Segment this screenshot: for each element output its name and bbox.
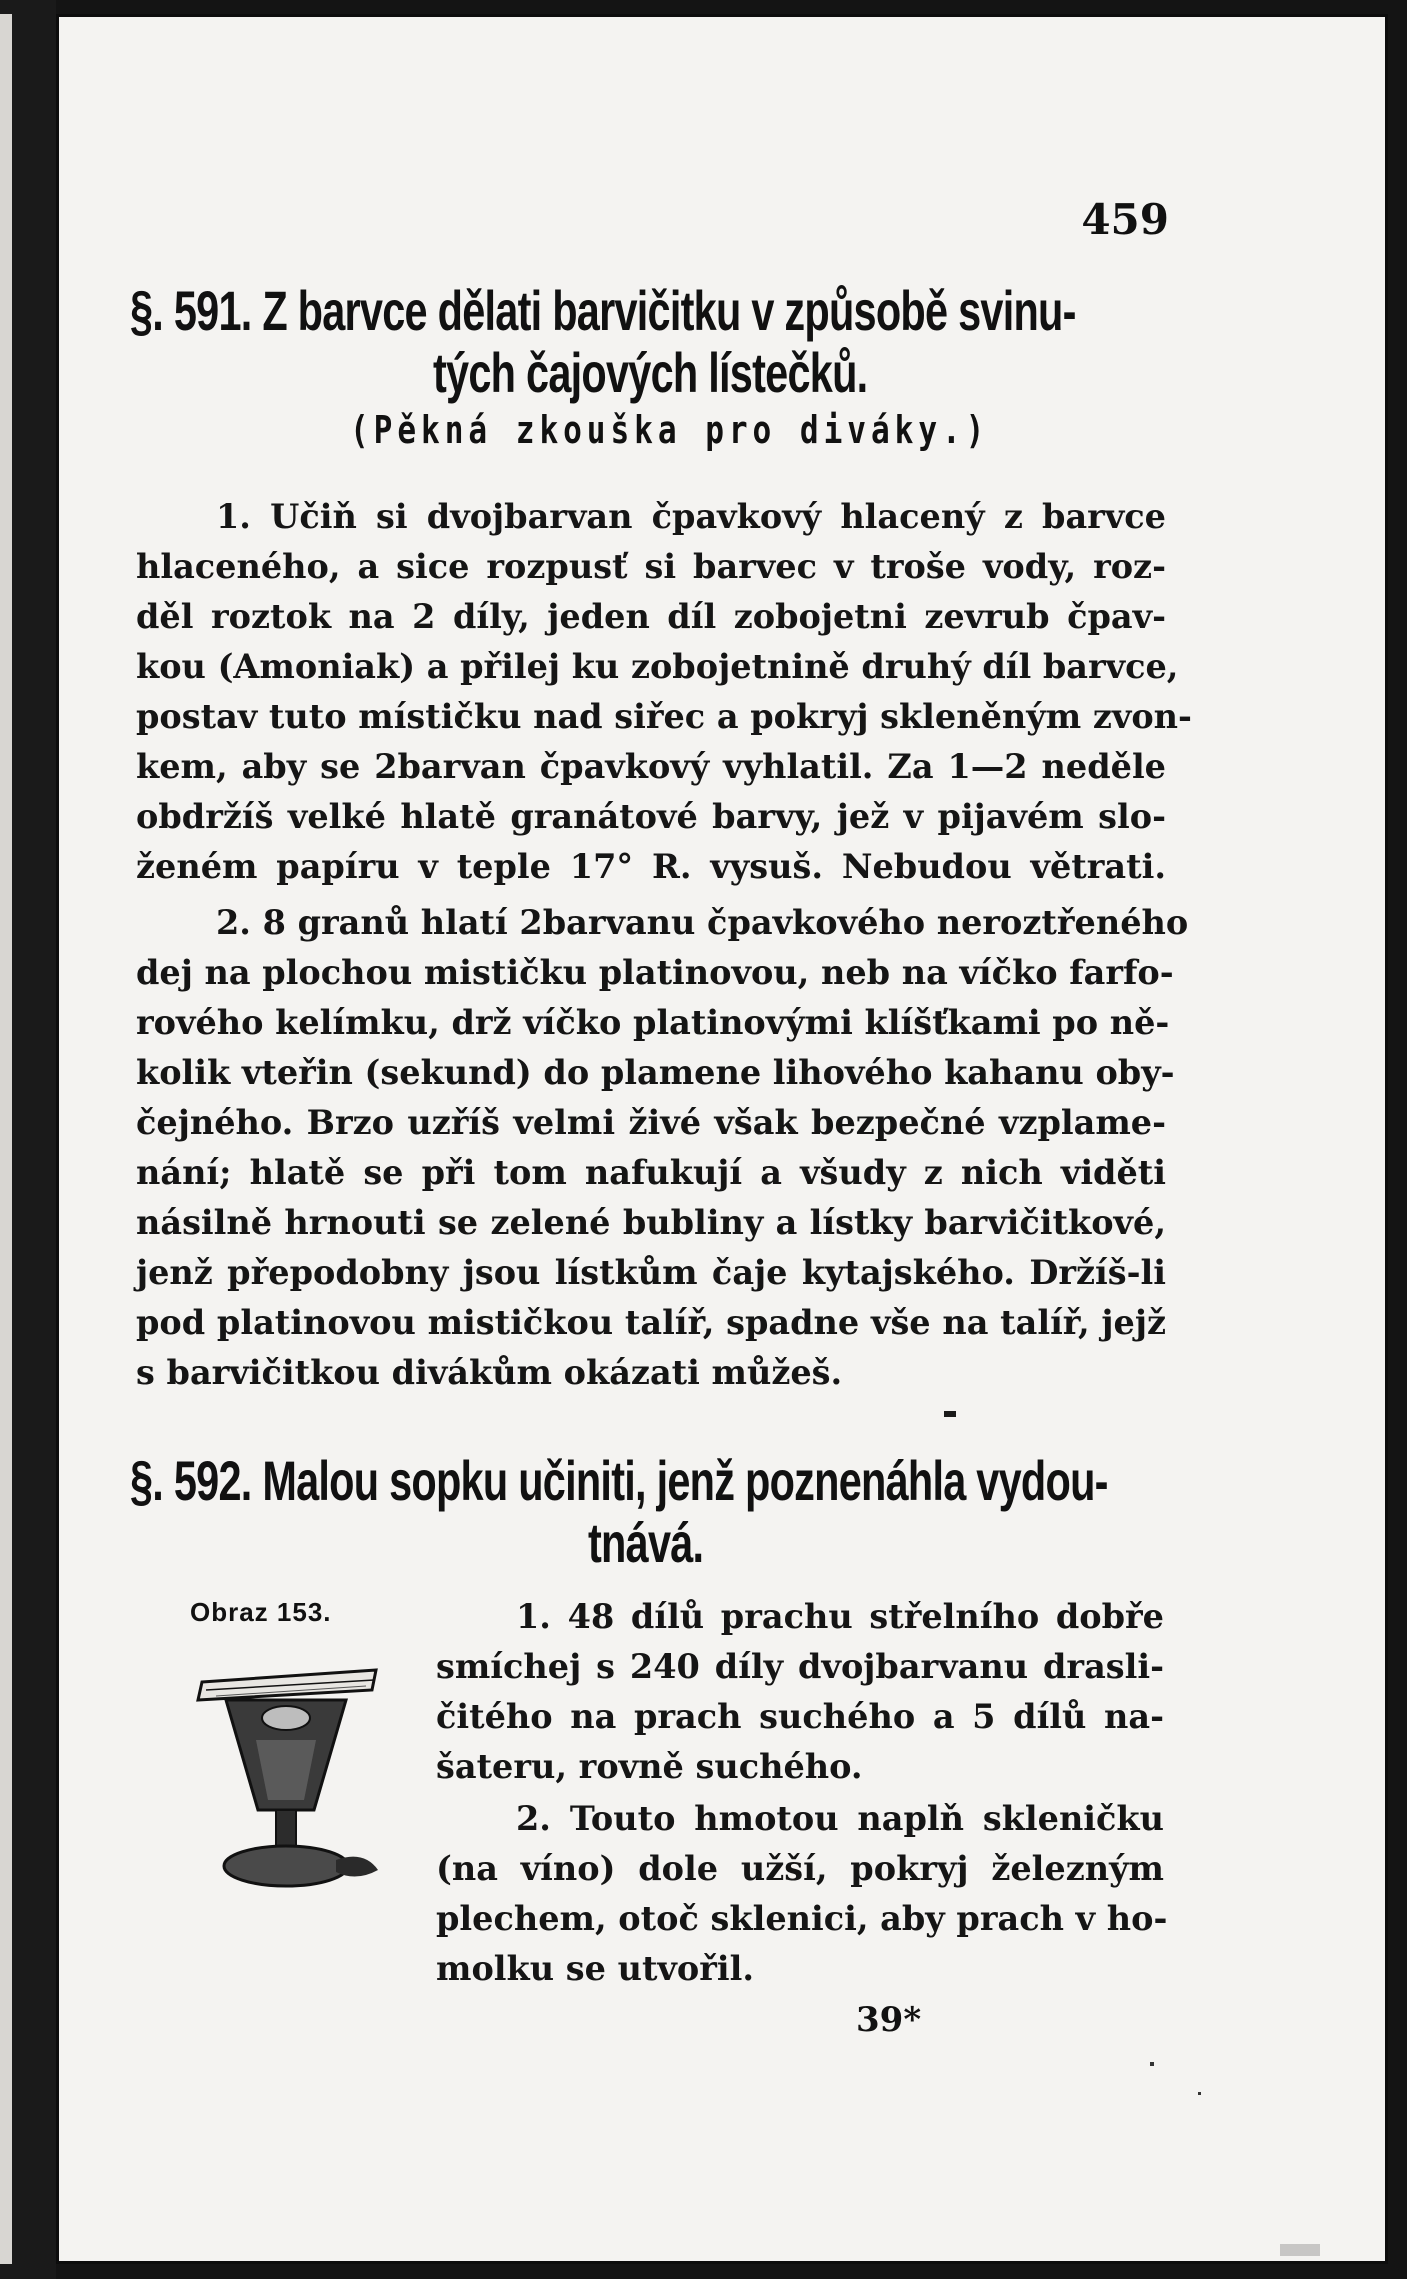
text-line: postav tuto místičku nad siřec a pokryj skleněným zvon-: [136, 697, 1192, 736]
text-line: molku se utvořil.: [436, 1949, 754, 1988]
scan-speck: [1198, 2092, 1201, 2095]
page-number: 459: [1081, 195, 1169, 244]
text-line: čitého na prach suchého a 5 dílů na-: [436, 1697, 1164, 1736]
text-line: (na víno) dole užší, pokryj železným: [436, 1849, 1164, 1888]
section-591-heading-line1: §. 591. Z barvce dělati barvičitku v způsobě svinu-: [130, 279, 1076, 342]
inverted-glass-figure: [196, 1660, 386, 1900]
text-line: 2. Touto hmotou naplň skleničku: [516, 1799, 1164, 1838]
scan-speck: [1150, 2062, 1154, 2066]
section-592-heading-line2: tnává.: [588, 1511, 704, 1574]
section-591-subtitle: (Pěkná zkouška pro diváky.): [350, 408, 990, 452]
divider-mark: [944, 1411, 956, 1417]
text-line: obdržíš velké hlatě granátové barvy, jež v pijavém slo-: [136, 797, 1166, 836]
section-591-paragraph-1: [136, 492, 1192, 892]
text-line: 1. 48 dílů prachu střelního dobře: [516, 1597, 1164, 1636]
text-line: smíchej s 240 díly dvojbarvanu drasli-: [436, 1647, 1164, 1686]
text-line: kem, aby se 2barvan čpavkový vyhlatil. Za 1—2 neděle: [136, 747, 1166, 786]
text-line: s barvičitkou divákům okázati můžeš.: [136, 1353, 843, 1392]
section-591-paragraph-2: [136, 898, 1189, 1398]
section-592-paragraph-1: [436, 1592, 1164, 1792]
text-line: nání; hlatě se při tom nafukují a všudy z nich viděti: [136, 1153, 1166, 1192]
previous-page-edge: [0, 14, 12, 2264]
signature-mark: 39*: [856, 2000, 922, 2040]
text-line: čejného. Brzo uzříš velmi živé však bezpečné vzplame-: [136, 1103, 1166, 1142]
text-line: šateru, rovně suchého.: [436, 1747, 863, 1786]
figure-caption: Obraz 153.: [190, 1597, 332, 1627]
text-line: kolik vteřin (sekund) do plamene lihového kahanu oby-: [136, 1053, 1175, 1092]
text-line: násilně hrnouti se zelené bubliny a lístky barvičitkové,: [136, 1203, 1166, 1242]
text-line: kou (Amoniak) a přilej ku zobojetnině druhý díl barvce,: [136, 647, 1179, 686]
text-line: dej na plochou mističku platinovou, neb na víčko farfo-: [136, 953, 1174, 992]
text-line: hlaceného, a sice rozpusť si barvec v troše vody, roz-: [136, 547, 1166, 586]
text-line: jenž přepodobny jsou lístkům čaje kytajského. Držíš-li: [136, 1253, 1166, 1292]
text-line: pod platinovou mističkou talíř, spadne vše na talíř, jejž: [136, 1303, 1166, 1342]
text-line: 2. 8 granů hlatí 2barvanu čpavkového neroztřeného: [216, 903, 1189, 942]
text-line: ženém papíru v teple 17° R. vysuš. Nebudou větrati.: [136, 847, 1166, 886]
section-592-paragraph-2: [436, 1794, 1168, 1994]
section-591-heading-line2: tých čajových lístečků.: [433, 341, 868, 404]
text-line: rového kelímku, drž víčko platinovými klíšťkami po ně-: [136, 1003, 1170, 1042]
scan-speck: [1280, 2244, 1320, 2256]
text-line: děl roztok na 2 díly, jeden díl zobojetni zevrub čpav-: [136, 597, 1166, 636]
text-line: 1. Učiň si dvojbarvan čpavkový hlacený z barvce: [216, 497, 1166, 536]
section-592-heading-line1: §. 592. Malou sopku učiniti, jenž poznenáhla vydou-: [130, 1449, 1108, 1512]
text-line: plechem, otoč sklenici, aby prach v ho-: [436, 1899, 1168, 1938]
